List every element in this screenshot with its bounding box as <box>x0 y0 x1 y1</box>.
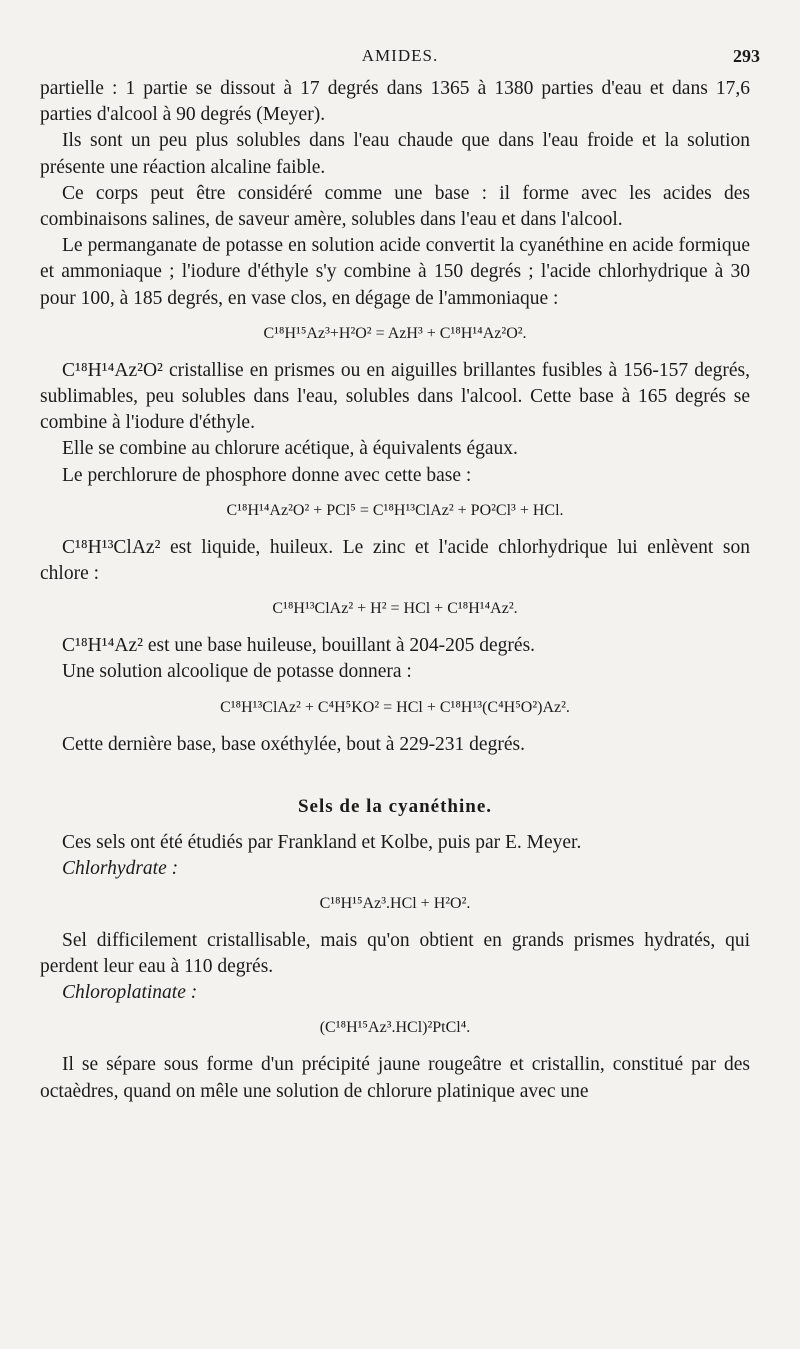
chemical-formula: C¹⁸H¹⁵Az³.HCl + H²O². <box>319 895 471 913</box>
chemical-equation: C¹⁸H¹³ClAz² + C⁴H⁵KO² = HCl + C¹⁸H¹³(C⁴H⁵O²)Az². <box>220 698 570 716</box>
paragraph: Sel difficilement cristallisable, mais qu'on obtient en grands prismes hydratés, qui perdent leur eau à 110 degrés. <box>40 930 750 978</box>
chemical-formula: (C¹⁸H¹⁵Az³.HCl)²PtCl⁴. <box>319 1019 471 1037</box>
paragraph: Ces sels ont été étudiés par Frankland et Kolbe, puis par E. Meyer. <box>62 831 582 853</box>
paragraph: Elle se combine au chlorure acétique, à équivalents égaux. <box>62 438 518 460</box>
section-title: Sels de la cyanéthine. <box>297 795 493 817</box>
running-title: AMIDES. <box>361 46 439 65</box>
paragraph: C¹⁸H¹⁴Az²O² cristallise en prismes ou en aiguilles brillantes fusibles à 156-157 degrés, sublimables, peu solubles dans l'eau, solubles dans l'alcool. Cette base à 165 degrés se combine à l'iodure d'éthyle. <box>40 359 750 434</box>
subsection-label: Chlorhydrate : <box>62 858 179 880</box>
paragraph: Le perchlorure de phosphore donne avec cette base : <box>62 464 472 486</box>
chemical-equation: C¹⁸H¹⁵Az³+H²O² = AzH³ + C¹⁸H¹⁴Az²O². <box>263 324 527 342</box>
paragraph: C¹⁸H¹⁴Az² est une base huileuse, bouillant à 204-205 degrés. <box>62 635 536 657</box>
paragraph: partielle : 1 partie se dissout à 17 degrés dans 1365 à 1380 parties d'eau et dans 17,6 parties d'alcool à 90 degrés (Meyer). <box>40 78 750 126</box>
paragraph: Ils sont un peu plus solubles dans l'eau chaude que dans l'eau froide et la solution présente une réaction alcaline faible. <box>40 130 750 178</box>
page-header <box>40 46 760 70</box>
body-text <box>40 76 750 1105</box>
chemical-equation: C¹⁸H¹⁴Az²O² + PCl⁵ = C¹⁸H¹³ClAz² + PO²Cl³ + HCl. <box>226 501 564 519</box>
paragraph: Une solution alcoolique de potasse donnera : <box>62 661 412 683</box>
paragraph: Cette dernière base, base oxéthylée, bout à 229-231 degrés. <box>62 733 525 755</box>
subsection-label: Chloroplatinate : <box>62 982 198 1004</box>
paragraph: C¹⁸H¹³ClAz² est liquide, huileux. Le zinc et l'acide chlorhydrique lui enlèvent son chlore : <box>40 536 750 585</box>
paragraph: Il se sépare sous forme d'un précipité jaune rougeâtre et cristallin, constitué par des octaèdres, quand on mêle une solution de chlorure platinique avec une <box>40 1054 750 1102</box>
page-number: 293 <box>733 46 760 66</box>
paragraph: Ce corps peut être considéré comme une base : il forme avec les acides des combinaisons salines, de saveur amère, solubles dans l'eau et dans l'alcool. <box>40 182 750 231</box>
chemical-equation: C¹⁸H¹³ClAz² + H² = HCl + C¹⁸H¹⁴Az². <box>272 600 518 618</box>
paragraph: Le permanganate de potasse en solution acide convertit la cyanéthine en acide formique et ammoniaque ; l'iodure d'éthyle s'y combine à 150 degrés ; l'acide chlorhydrique à 30 pour 100, à 185 degrés, en vase clos, en dégage de l'ammoniaque : <box>40 235 750 309</box>
